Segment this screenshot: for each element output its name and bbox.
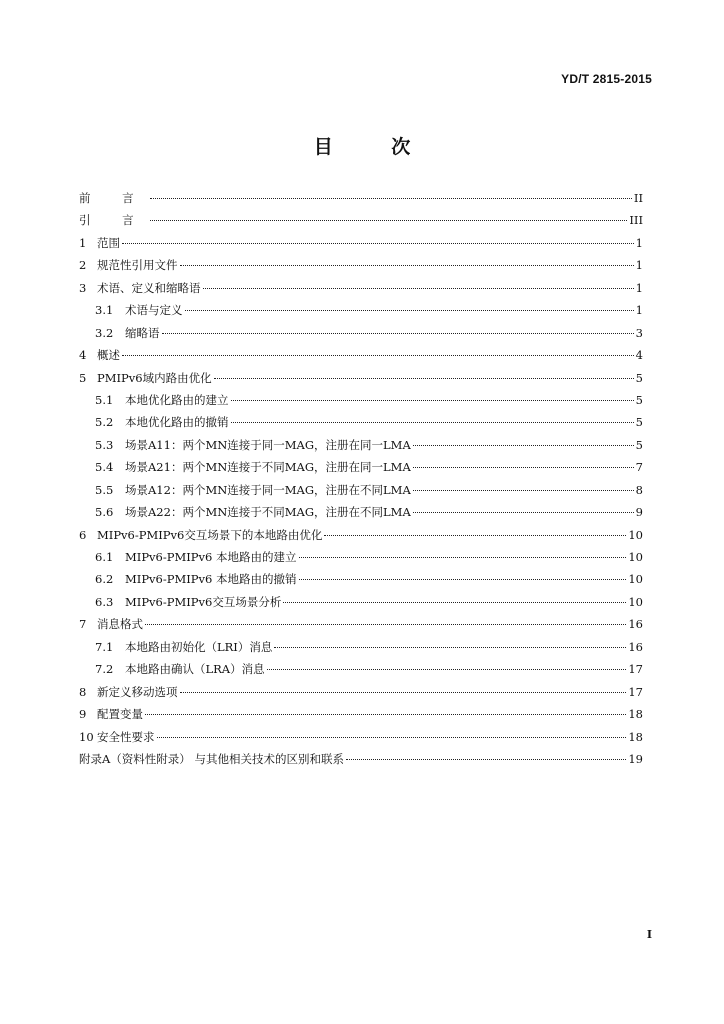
toc-entry-page: 1 xyxy=(635,235,643,250)
toc-entry[interactable] xyxy=(79,504,643,526)
toc-entry-label: PMIPv6域内路由优化 xyxy=(97,370,212,385)
toc-dot-leader xyxy=(145,714,626,715)
toc-entry-number: 5 xyxy=(79,370,87,385)
toc-entry-number: 5.1 xyxy=(95,392,114,407)
toc-entry-page: 10 xyxy=(628,550,643,564)
toc-entry-page: 5 xyxy=(635,437,643,452)
toc-entry-label: 前 言 xyxy=(79,191,148,205)
toc-entry[interactable] xyxy=(79,482,643,504)
toc-dot-leader xyxy=(122,243,634,244)
toc-entry[interactable] xyxy=(79,661,643,683)
toc-entry[interactable] xyxy=(79,414,643,436)
toc-entry-page: 10 xyxy=(628,594,643,609)
toc-dot-leader xyxy=(203,288,634,289)
toc-entry-label: 消息格式 xyxy=(97,617,143,632)
toc-entry[interactable] xyxy=(79,527,643,549)
toc-dot-leader xyxy=(145,624,626,625)
toc-entry-number: 2 xyxy=(79,258,87,273)
toc-entry-label: 本地优化路由的撤销 xyxy=(125,415,229,430)
toc-dot-leader xyxy=(185,310,634,311)
toc-dot-leader xyxy=(150,198,632,199)
toc-entry[interactable] xyxy=(79,459,643,481)
toc-entry-number: 8 xyxy=(79,684,87,699)
toc-entry-page: 10 xyxy=(628,527,643,542)
toc-entry[interactable] xyxy=(79,684,643,706)
toc-entry-page: III xyxy=(629,213,643,228)
toc-entry[interactable] xyxy=(79,751,643,773)
toc-entry-number: 5.3 xyxy=(95,437,114,452)
toc-entry-label: 术语与定义 xyxy=(125,303,183,318)
toc-entry-label: MIPv6-PMIPv6 本地路由的建立 xyxy=(125,550,297,564)
toc-entry-number: 10 xyxy=(79,729,94,744)
toc-entry-page: 18 xyxy=(628,729,643,744)
toc-entry-label: 场景A22：两个MN连接于不同MAG，注册在不同LMA xyxy=(125,505,411,520)
table-of-contents xyxy=(79,190,643,773)
toc-dot-leader xyxy=(413,467,634,468)
toc-entry[interactable] xyxy=(79,616,643,638)
toc-entry-page: 16 xyxy=(628,617,643,632)
toc-entry[interactable] xyxy=(79,257,643,279)
toc-entry-label: MIPv6-PMIPv6交互场景下的本地路由优化 xyxy=(97,527,323,542)
toc-dot-leader xyxy=(274,647,626,648)
toc-entry[interactable] xyxy=(79,370,643,392)
toc-entry-page: 18 xyxy=(628,707,643,722)
toc-entry-page: 5 xyxy=(635,370,643,385)
toc-entry-number: 7.2 xyxy=(95,662,114,677)
toc-entry-label: 术语、定义和缩略语 xyxy=(97,280,201,295)
toc-entry-label: 引 言 xyxy=(79,213,148,228)
toc-entry-page: 10 xyxy=(628,572,643,587)
toc-title: 目 次 xyxy=(313,136,437,158)
toc-entry-page: 8 xyxy=(635,482,643,497)
toc-entry[interactable] xyxy=(79,235,643,257)
toc-dot-leader xyxy=(413,445,634,446)
toc-entry-page: 1 xyxy=(635,258,643,273)
toc-entry-page: 5 xyxy=(635,415,643,430)
toc-entry[interactable] xyxy=(79,212,643,234)
toc-entry-number: 5.4 xyxy=(95,460,114,475)
toc-entry-label: 缩略语 xyxy=(125,325,160,340)
toc-dot-leader xyxy=(267,669,627,670)
toc-dot-leader xyxy=(283,602,626,603)
toc-entry[interactable] xyxy=(79,280,643,302)
toc-entry-label: 本地路由确认（LRA）消息 xyxy=(125,662,265,677)
toc-entry-number: 3 xyxy=(79,280,87,295)
toc-entry-label: MIPv6-PMIPv6交互场景分析 xyxy=(125,594,282,609)
toc-entry-number: 5.2 xyxy=(95,415,114,430)
toc-entry-page: 5 xyxy=(635,392,643,407)
toc-entry-number: 6 xyxy=(79,527,87,542)
toc-entry-page: 17 xyxy=(628,662,643,677)
toc-entry[interactable] xyxy=(79,302,643,324)
toc-entry[interactable] xyxy=(79,729,643,751)
toc-entry-number: 1 xyxy=(79,235,87,250)
toc-entry-page: 3 xyxy=(635,325,643,340)
toc-entry-label: 概述 xyxy=(97,348,120,363)
toc-entry-page: 4 xyxy=(635,348,643,363)
toc-entry-number: 6.2 xyxy=(95,572,114,587)
toc-dot-leader xyxy=(231,422,634,423)
toc-entry-number: 6.3 xyxy=(95,594,114,609)
toc-dot-leader xyxy=(150,220,628,221)
toc-entry-number: 5.5 xyxy=(95,482,114,497)
toc-entry-page: 1 xyxy=(635,303,643,318)
toc-entry-number: 6.1 xyxy=(95,550,114,564)
toc-entry-label: 场景A21：两个MN连接于不同MAG，注册在同一LMA xyxy=(125,460,411,475)
toc-entry-label: 场景A12：两个MN连接于同一MAG，注册在不同LMA xyxy=(125,482,411,497)
toc-dot-leader xyxy=(299,557,627,558)
toc-entry-number: 5.6 xyxy=(95,505,114,520)
toc-entry[interactable] xyxy=(79,639,643,661)
toc-entry-page: 16 xyxy=(628,639,643,654)
toc-entry-page: 9 xyxy=(635,505,643,520)
toc-entry-number: 7 xyxy=(79,617,87,632)
toc-entry[interactable] xyxy=(79,437,643,459)
toc-dot-leader xyxy=(231,400,634,401)
toc-entry-page: 19 xyxy=(628,751,643,766)
toc-entry-page: 1 xyxy=(635,280,643,295)
toc-dot-leader xyxy=(214,378,634,379)
toc-entry-page: 7 xyxy=(635,460,643,475)
toc-entry-label: 范围 xyxy=(97,235,120,250)
toc-entry[interactable] xyxy=(79,347,643,369)
toc-entry-number: 7.1 xyxy=(95,639,114,654)
toc-entry-number: 3.1 xyxy=(95,303,114,318)
toc-entry-label: 新定义移动选项 xyxy=(97,684,178,699)
toc-entry-label: 规范性引用文件 xyxy=(97,258,178,273)
toc-dot-leader xyxy=(324,535,626,536)
toc-entry-label: 场景A11：两个MN连接于同一MAG，注册在同一LMA xyxy=(125,437,411,452)
standard-code: YD/T 2815-2015 xyxy=(561,72,652,86)
toc-entry[interactable] xyxy=(79,549,643,571)
toc-entry[interactable] xyxy=(79,190,643,212)
toc-entry-label: 安全性要求 xyxy=(97,729,155,744)
toc-entry-page: 17 xyxy=(628,684,643,699)
toc-entry-page: II xyxy=(633,191,643,205)
toc-entry[interactable] xyxy=(79,392,643,414)
toc-entry-number: 4 xyxy=(79,348,87,363)
toc-entry[interactable] xyxy=(79,325,643,347)
toc-dot-leader xyxy=(346,759,626,760)
toc-dot-leader xyxy=(122,355,634,356)
toc-dot-leader xyxy=(299,579,627,580)
toc-entry-label: MIPv6-PMIPv6 本地路由的撤销 xyxy=(125,572,297,587)
toc-entry[interactable] xyxy=(79,594,643,616)
toc-dot-leader xyxy=(157,737,627,738)
toc-entry[interactable] xyxy=(79,706,643,728)
toc-dot-leader xyxy=(413,512,634,513)
toc-dot-leader xyxy=(162,333,634,334)
toc-entry[interactable] xyxy=(79,571,643,593)
toc-entry-label: 本地优化路由的建立 xyxy=(125,392,229,407)
toc-entry-label: 附录A（资料性附录） 与其他相关技术的区别和联系 xyxy=(79,751,344,766)
toc-dot-leader xyxy=(180,265,634,266)
toc-dot-leader xyxy=(413,490,634,491)
toc-entry-label: 本地路由初始化（LRI）消息 xyxy=(125,639,273,654)
toc-entry-number: 3.2 xyxy=(95,325,114,340)
page-number: I xyxy=(646,928,652,941)
toc-entry-label: 配置变量 xyxy=(97,707,143,722)
toc-dot-leader xyxy=(180,692,627,693)
toc-entry-number: 9 xyxy=(79,707,87,722)
